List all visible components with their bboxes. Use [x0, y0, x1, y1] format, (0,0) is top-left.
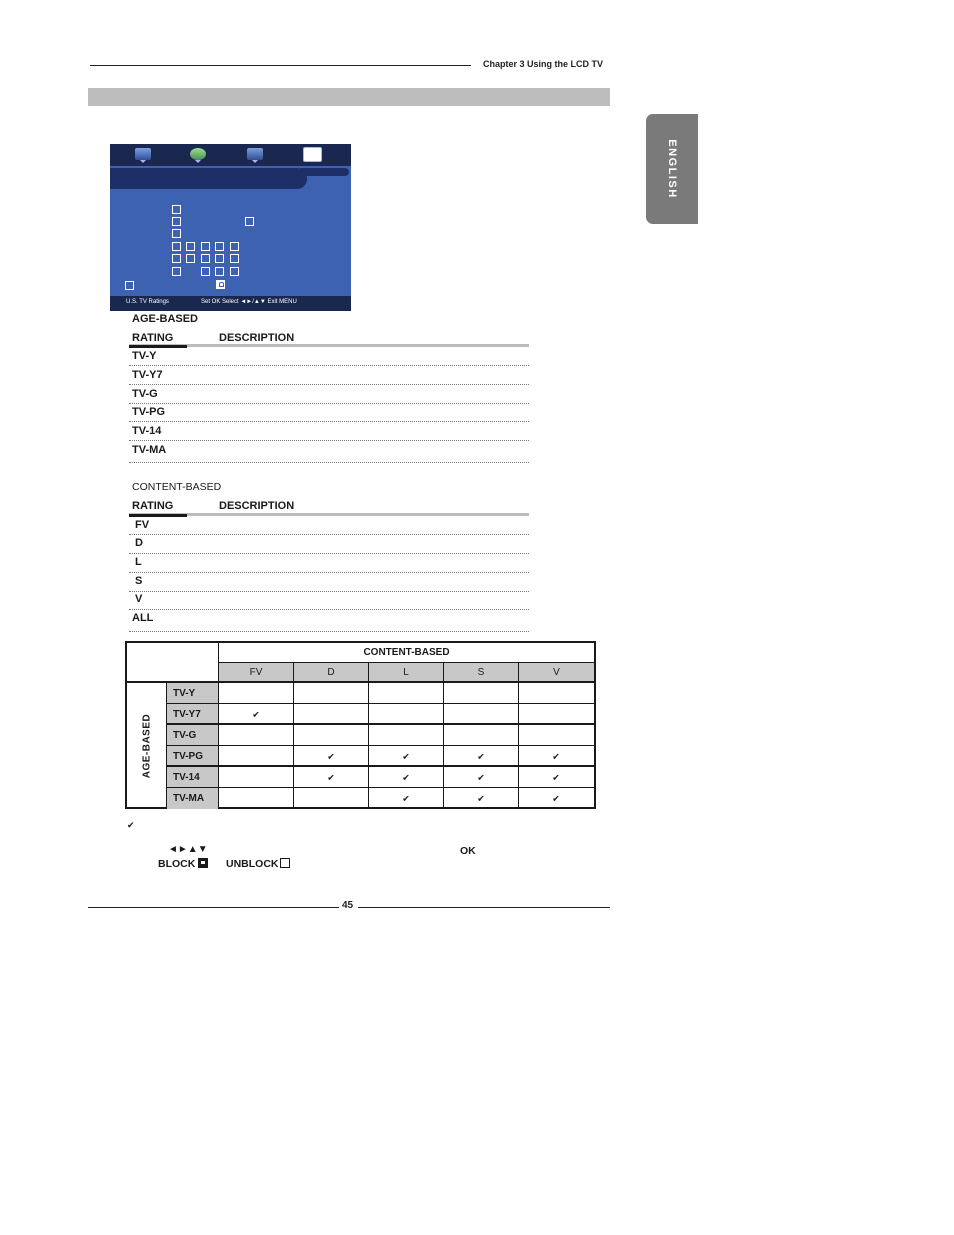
content-rating-label: FV [135, 519, 150, 531]
rating-checkbox[interactable] [230, 242, 239, 251]
lock-menu-icon [303, 147, 322, 162]
matrix-cell [294, 788, 369, 809]
matrix-cell [369, 725, 444, 746]
matrix-row-label: TV-14 [167, 767, 219, 788]
row-divider [129, 609, 529, 610]
row-divider [129, 403, 529, 404]
chevron-down-icon [140, 160, 146, 163]
check-icon: ✔ [402, 793, 410, 804]
rating-checkbox[interactable] [186, 254, 195, 263]
check-icon: ✔ [252, 709, 260, 720]
age-rating-label: TV-14 [132, 425, 162, 437]
matrix-cell [369, 788, 444, 809]
age-rating-label: TV-PG [132, 406, 166, 418]
matrix-row-label: TV-Y [167, 683, 219, 704]
matrix-cell [519, 683, 594, 704]
rating-checkbox[interactable] [172, 229, 181, 238]
matrix-cell [369, 704, 444, 725]
matrix-cell [219, 683, 294, 704]
header-rule-accent [129, 345, 187, 348]
block-label [158, 858, 208, 870]
row-divider [129, 591, 529, 592]
language-tab-label: ENGLISH [666, 139, 678, 199]
content-rating-header: RATING [132, 500, 174, 512]
matrix-cell [444, 683, 519, 704]
matrix-cell [519, 788, 594, 809]
rating-checkbox[interactable] [125, 281, 134, 290]
unblock-label [226, 858, 290, 870]
row-divider [129, 631, 529, 632]
matrix-column-header: D [294, 663, 369, 683]
row-divider [129, 440, 529, 441]
check-icon: ✔ [127, 820, 135, 830]
rating-checkbox[interactable] [172, 217, 181, 226]
matrix-corner [127, 643, 219, 683]
chevron-down-icon [252, 160, 258, 163]
tv-osd-screen [110, 144, 351, 311]
row-divider [129, 462, 529, 463]
empty-checkbox-icon [280, 858, 290, 868]
check-icon: ✔ [477, 793, 485, 804]
rating-checkbox[interactable] [215, 242, 224, 251]
matrix-cell [444, 725, 519, 746]
matrix-cell [219, 704, 294, 725]
matrix-cell [519, 746, 594, 767]
rating-matrix-table [125, 641, 596, 809]
matrix-column-header: S [444, 663, 519, 683]
check-icon: ✔ [477, 772, 485, 783]
row-divider [129, 365, 529, 366]
picture-menu-icon [135, 148, 151, 160]
row-divider [129, 553, 529, 554]
setup-menu-icon [247, 148, 263, 160]
matrix-cell [294, 704, 369, 725]
header-rule [129, 513, 529, 516]
rating-checkbox[interactable] [215, 267, 224, 276]
osd-footer-keys: Set OK Select ◄►/▲▼ Exit MENU [201, 299, 297, 305]
rating-checkbox[interactable] [186, 242, 195, 251]
age-rating-label: TV-Y [132, 350, 157, 362]
rating-checkbox[interactable] [230, 254, 239, 263]
row-divider [129, 384, 529, 385]
check-icon: ✔ [552, 793, 560, 804]
rating-checkbox[interactable] [201, 242, 210, 251]
age-description-header: DESCRIPTION [219, 332, 295, 344]
content-rating-label: L [135, 556, 142, 568]
matrix-header: CONTENT-BASED [219, 643, 594, 663]
matrix-cell [219, 767, 294, 788]
lock-icon[interactable] [216, 280, 225, 289]
age-rating-header: RATING [132, 332, 174, 344]
osd-menu-bar [110, 144, 351, 166]
ok-key-label: OK [460, 845, 476, 857]
matrix-cell [219, 725, 294, 746]
matrix-row-label: TV-MA [167, 788, 219, 809]
content-rating-label: ALL [132, 612, 154, 624]
footer-rule-left [88, 907, 339, 908]
header-rule [129, 344, 529, 347]
matrix-cell [519, 704, 594, 725]
osd-footer-title: U.S. TV Ratings [126, 299, 169, 305]
header-rule [90, 65, 471, 66]
content-rating-label: V [135, 593, 143, 605]
rating-checkbox[interactable] [172, 267, 181, 276]
matrix-cell [369, 746, 444, 767]
age-rating-label: TV-Y7 [132, 369, 163, 381]
matrix-cell [444, 704, 519, 725]
sound-menu-icon [190, 148, 206, 160]
matrix-cell [519, 767, 594, 788]
matrix-column-header: L [369, 663, 444, 683]
lock-icon [198, 858, 208, 868]
matrix-cell [519, 725, 594, 746]
page-number: 45 [342, 900, 354, 911]
rating-checkbox[interactable] [172, 205, 181, 214]
content-rating-label: D [135, 537, 143, 549]
section-bar [88, 88, 610, 106]
age-rating-label: TV-MA [132, 444, 167, 456]
unblock-text: UNBLOCK [226, 858, 279, 870]
chevron-down-icon [195, 160, 201, 163]
check-icon: ✔ [552, 751, 560, 762]
rating-checkbox[interactable] [201, 267, 210, 276]
rating-checkbox[interactable] [172, 242, 181, 251]
content-based-title: CONTENT-BASED [132, 481, 222, 493]
rating-checkbox[interactable] [230, 267, 239, 276]
content-description-header: DESCRIPTION [219, 500, 295, 512]
osd-highlight-bar [110, 168, 307, 189]
row-divider [129, 572, 529, 573]
matrix-cell [444, 746, 519, 767]
rating-checkbox[interactable] [245, 217, 254, 226]
check-icon: ✔ [327, 772, 335, 783]
matrix-cell [294, 683, 369, 704]
block-text: BLOCK [158, 858, 196, 870]
check-icon: ✔ [552, 772, 560, 783]
matrix-cell [219, 788, 294, 809]
check-icon: ✔ [402, 751, 410, 762]
check-icon: ✔ [477, 751, 485, 762]
arrow-keys-icon: ◄►▲▼ [168, 844, 208, 855]
rating-checkbox[interactable] [172, 254, 181, 263]
matrix-cell [294, 767, 369, 788]
matrix-side-label: AGE-BASED [141, 713, 153, 779]
matrix-column-header: FV [219, 663, 294, 683]
content-rating-label: S [135, 575, 143, 587]
age-based-title: AGE-BASED [132, 313, 199, 325]
chapter-title: Chapter 3 Using the LCD TV [483, 59, 604, 69]
matrix-row-label: TV-Y7 [167, 704, 219, 725]
rating-checkbox[interactable] [201, 254, 210, 263]
matrix-cell [369, 683, 444, 704]
footer-rule-right [358, 907, 610, 908]
row-divider [129, 421, 529, 422]
matrix-cell [369, 767, 444, 788]
row-divider [129, 534, 529, 535]
header-rule-accent [129, 514, 187, 517]
check-icon: ✔ [327, 751, 335, 762]
check-icon: ✔ [402, 772, 410, 783]
matrix-column-header: V [519, 663, 594, 683]
matrix-cell [219, 746, 294, 767]
matrix-cell [294, 725, 369, 746]
matrix-cell [294, 746, 369, 767]
osd-help-bar [110, 296, 351, 311]
matrix-cell [444, 767, 519, 788]
age-rating-label: TV-G [132, 388, 158, 400]
language-tab [646, 114, 698, 224]
matrix-row-label: TV-G [167, 725, 219, 746]
rating-checkbox[interactable] [215, 254, 224, 263]
osd-highlight-tail [300, 168, 349, 176]
matrix-cell [444, 788, 519, 809]
matrix-row-label: TV-PG [167, 746, 219, 767]
